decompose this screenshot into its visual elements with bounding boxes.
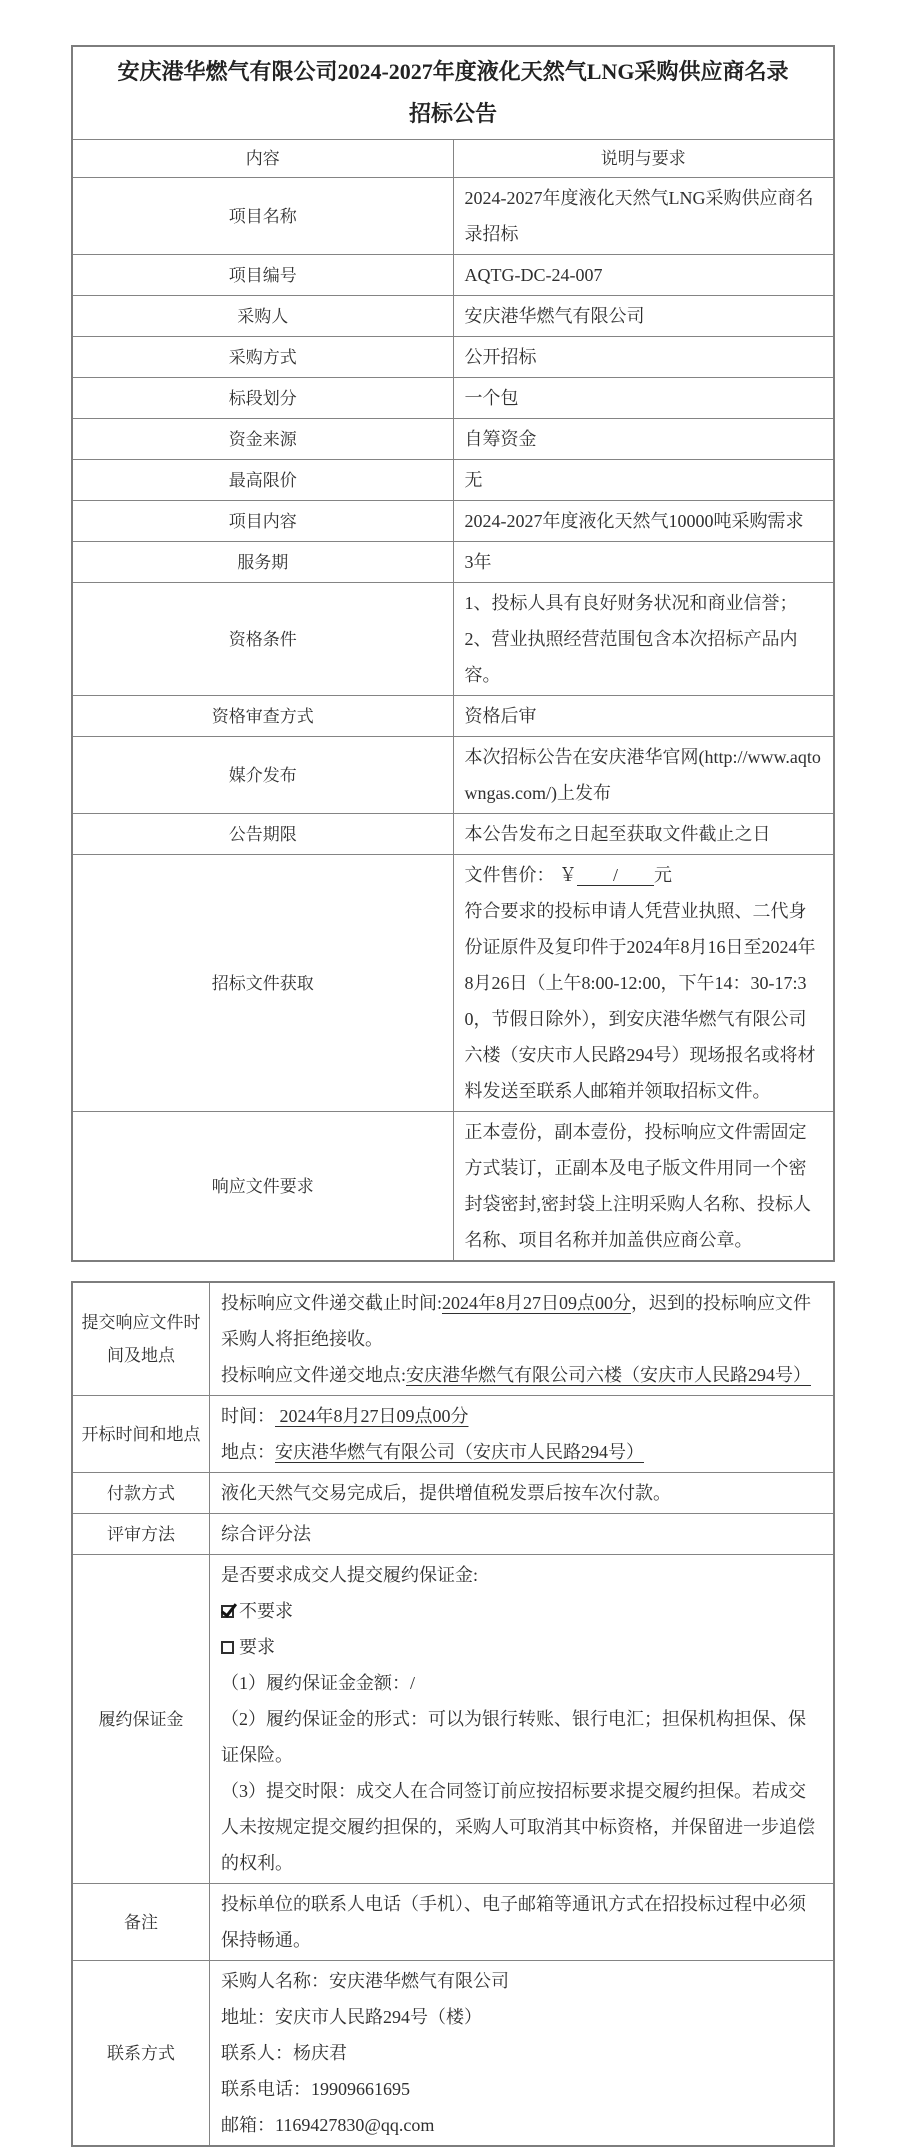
- text-segment: 是否要求成交人提交履约保证金:: [221, 1565, 478, 1585]
- table-row: [72, 1884, 834, 1961]
- text-segment: 投标响应文件递交截止时间:: [221, 1293, 442, 1313]
- text-segment: 无: [464, 470, 483, 490]
- text-segment: 2、营业执照经营范围包含本次招标产品内容。: [464, 629, 798, 685]
- row-line: [465, 421, 822, 457]
- row-line: [465, 180, 822, 252]
- row-line: [221, 1629, 821, 1665]
- row-value: [453, 696, 834, 737]
- table-row: [72, 1473, 834, 1514]
- title-row: [72, 46, 834, 140]
- row-label: 资格条件: [72, 583, 453, 696]
- row-line: [221, 2107, 821, 2143]
- row-line: [221, 1963, 821, 1999]
- row-line: [221, 1999, 821, 2035]
- row-label: 公告期限: [72, 814, 453, 855]
- row-line: [221, 1557, 821, 1593]
- table-row: [72, 1555, 834, 1884]
- row-value: [210, 1884, 835, 1961]
- row-value: [453, 255, 834, 296]
- row-line: [221, 1886, 821, 1958]
- table-row: [72, 1112, 834, 1262]
- text-segment: 正本壹份，副本壹份，投标响应文件需固定方式装订，正副本及电子版文件用同一个密封袋密封,密封袋上注明采购人名称、投标人名称、项目名称并加盖供应商公章。: [464, 1122, 811, 1250]
- row-label: 标段划分: [72, 378, 453, 419]
- row-label: 联系方式: [72, 1961, 210, 2147]
- table-row: [72, 737, 834, 814]
- checkbox-unchecked-icon: [221, 1641, 234, 1654]
- underlined-text: /: [577, 865, 655, 885]
- row-label: 备注: [72, 1884, 210, 1961]
- row-value: [453, 1112, 834, 1262]
- table-row: [72, 542, 834, 583]
- row-label: 资金来源: [72, 419, 453, 460]
- text-segment: 1、投标人具有良好财务状况和商业信誉；: [464, 593, 798, 613]
- row-label: 采购人: [72, 296, 453, 337]
- row-value: [453, 178, 834, 255]
- text-segment: ，迟到的投标响应文件采购人将拒绝接收。: [221, 1293, 811, 1349]
- row-line: [465, 698, 822, 734]
- table-row: [72, 1514, 834, 1555]
- text-segment: 地点：: [221, 1442, 275, 1462]
- text-segment: 文件售价： ￥: [464, 865, 577, 885]
- row-line: [465, 503, 822, 539]
- text-segment: 邮箱：1169427830@qq.com: [221, 2115, 435, 2135]
- text-segment: 本公告发布之日起至获取文件截止之日: [464, 824, 771, 844]
- table-row: [72, 1282, 834, 1396]
- text-segment: 2024-2027年度液化天然气LNG采购供应商名录招标: [464, 188, 814, 244]
- row-value: [210, 1473, 835, 1514]
- text-segment: 联系电话：19909661695: [221, 2079, 410, 2099]
- text-segment: 要求: [239, 1637, 275, 1657]
- row-line: [221, 2071, 821, 2107]
- row-value: [453, 855, 834, 1112]
- row-value: [453, 419, 834, 460]
- text-segment: AQTG-DC-24-007: [464, 265, 603, 285]
- row-line: [465, 1114, 822, 1258]
- row-value: [453, 378, 834, 419]
- row-line: [465, 380, 822, 416]
- row-line: [465, 739, 822, 811]
- text-segment: （1）履约保证金金额：/: [221, 1673, 415, 1693]
- row-value: [453, 737, 834, 814]
- text-segment: 液化天然气交易完成后，提供增值税发票后按车次付款。: [221, 1483, 671, 1503]
- row-label: 媒介发布: [72, 737, 453, 814]
- row-value: [210, 1961, 835, 2147]
- table-row: [72, 696, 834, 737]
- table-row: [72, 1396, 834, 1473]
- text-segment: 资格后审: [464, 706, 537, 726]
- table-row: [72, 255, 834, 296]
- row-line: [465, 857, 822, 893]
- row-line: [465, 816, 822, 852]
- text-segment: 投标单位的联系人电话（手机）、电子邮箱等通讯方式在招投标过程中必须保持畅通。: [221, 1894, 806, 1950]
- row-value: [210, 1555, 835, 1884]
- row-line: [465, 339, 822, 375]
- table-row: [72, 583, 834, 696]
- row-label: 付款方式: [72, 1473, 210, 1514]
- underlined-text: 2024年8月27日09点00分: [275, 1406, 469, 1426]
- text-segment: 综合评分法: [221, 1524, 311, 1544]
- table-row: [72, 419, 834, 460]
- text-segment: 公开招标: [464, 347, 537, 367]
- row-line: [465, 893, 822, 1109]
- row-label: 评审方法: [72, 1514, 210, 1555]
- row-label: 项目名称: [72, 178, 453, 255]
- table-row: [72, 1961, 834, 2147]
- column-header-row: [72, 140, 834, 178]
- row-line: [221, 1701, 821, 1773]
- table-row: [72, 501, 834, 542]
- row-label: 履约保证金: [72, 1555, 210, 1884]
- row-line: [465, 544, 822, 580]
- text-segment: 地址：安庆市人民路294号（楼）: [221, 2007, 482, 2027]
- col-header-content: 内容: [72, 140, 453, 178]
- table-row: [72, 814, 834, 855]
- table-gap: [71, 1262, 900, 1281]
- table-row: [72, 855, 834, 1112]
- row-line: [221, 1434, 821, 1470]
- row-line: [221, 1475, 821, 1511]
- row-label: 采购方式: [72, 337, 453, 378]
- row-label: 资格审查方式: [72, 696, 453, 737]
- row-label: 项目编号: [72, 255, 453, 296]
- row-line: [465, 257, 822, 293]
- row-value: [453, 460, 834, 501]
- row-line: [221, 1593, 821, 1629]
- underlined-text: 安庆港华燃气有限公司（安庆市人民路294号）: [275, 1442, 644, 1462]
- row-line: [221, 1285, 821, 1357]
- table-row: [72, 337, 834, 378]
- row-value: [210, 1514, 835, 1555]
- table-row: [72, 460, 834, 501]
- row-value: [453, 583, 834, 696]
- checkbox-checked-icon: [221, 1605, 234, 1618]
- text-segment: 联系人：杨庆君: [221, 2043, 347, 2063]
- row-label: 服务期: [72, 542, 453, 583]
- row-label: 招标文件获取: [72, 855, 453, 1112]
- row-value: [453, 501, 834, 542]
- text-segment: （2）履约保证金的形式：可以为银行转账、银行电汇；担保机构担保、保证保险。: [221, 1709, 806, 1765]
- row-line: [465, 462, 822, 498]
- row-line: [221, 1665, 821, 1701]
- row-line: [465, 585, 822, 621]
- table-row: [72, 378, 834, 419]
- text-segment: 一个包: [464, 388, 519, 408]
- row-line: [465, 298, 822, 334]
- row-value: [210, 1282, 835, 1396]
- text-segment: 3年: [464, 552, 492, 572]
- row-label: 响应文件要求: [72, 1112, 453, 1262]
- col-header-description: 说明与要求: [453, 140, 834, 178]
- row-label: 提交响应文件时间及地点: [72, 1282, 210, 1396]
- row-line: [221, 1516, 821, 1552]
- text-segment: （3）提交时限：成交人在合同签订前应按招标要求提交履约担保。若成交人未按规定提交履约担保的，采购人可取消其中标资格，并保留进一步追偿的权利。: [221, 1781, 815, 1873]
- row-line: [221, 1398, 821, 1434]
- row-value: [210, 1396, 835, 1473]
- row-value: [453, 542, 834, 583]
- text-segment: 2024-2027年度液化天然气10000吨采购需求: [464, 511, 804, 531]
- page-title: 安庆港华燃气有限公司2024-2027年度液化天然气LNG采购供应商名录招标公告: [72, 46, 834, 140]
- row-line: [221, 2035, 821, 2071]
- row-line: [465, 621, 822, 693]
- row-line: [221, 1773, 821, 1881]
- text-segment: 安庆港华燃气有限公司: [464, 306, 645, 326]
- row-value: [453, 337, 834, 378]
- underlined-text: 2024年8月27日09点00分: [442, 1293, 631, 1313]
- row-label: 项目内容: [72, 501, 453, 542]
- text-segment: 符合要求的投标申请人凭营业执照、二代身份证原件及复印件于2024年8月16日至2024年8月26日（上午8:00-12:00，下午14：30-17:30，节假日除外），到安庆港华燃气有限公司六楼（安庆市人民路294号）现场报名或将材料发送至联系人邮箱并领取招标文件。: [464, 901, 816, 1101]
- text-segment: 不要求: [239, 1601, 293, 1621]
- row-label: 最高限价: [72, 460, 453, 501]
- table-row: [72, 178, 834, 255]
- text-segment: 投标响应文件递交地点:: [221, 1365, 406, 1385]
- text-segment: 采购人名称：安庆港华燃气有限公司: [221, 1971, 509, 1991]
- text-segment: 元: [654, 865, 673, 885]
- text-segment: 本次招标公告在安庆港华官网(http://www.aqtowngas.com/)上发布: [464, 747, 821, 803]
- underlined-text: 安庆港华燃气有限公司六楼（安庆市人民路294号）: [406, 1365, 811, 1385]
- text-segment: 自筹资金: [464, 429, 537, 449]
- table-row: [72, 296, 834, 337]
- announcement-table-secondary: [71, 1281, 835, 2147]
- row-value: [453, 296, 834, 337]
- row-label: 开标时间和地点: [72, 1396, 210, 1473]
- text-segment: 时间：: [221, 1406, 275, 1426]
- row-line: [221, 1357, 821, 1393]
- row-value: [453, 814, 834, 855]
- announcement-table-main: [71, 45, 835, 1262]
